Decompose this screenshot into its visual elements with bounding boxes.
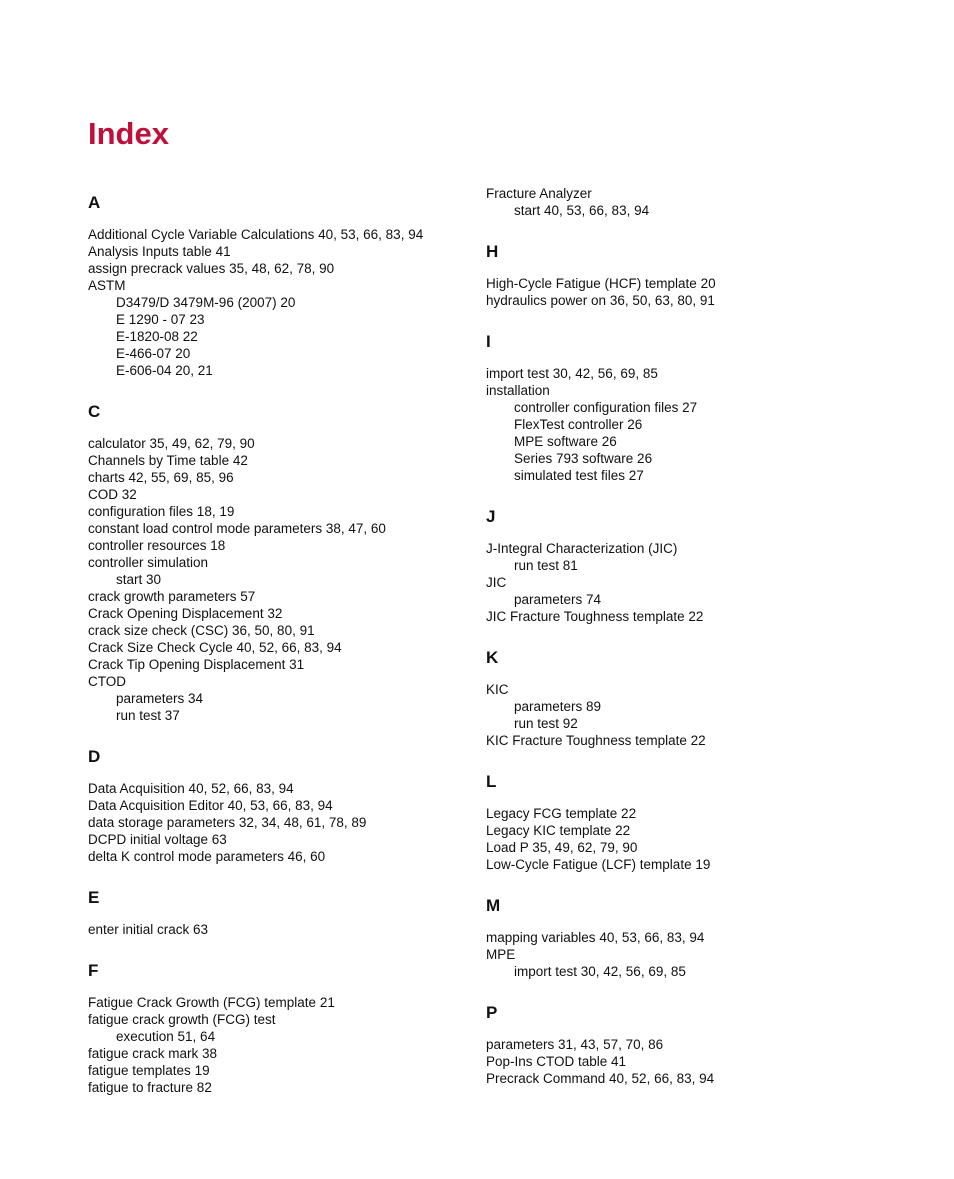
section-letter: J (486, 507, 496, 526)
index-entry: data storage parameters 32, 34, 48, 61, 78, 89 (88, 815, 367, 830)
index-entry: controller simulation (88, 555, 209, 570)
section-letter: E (88, 888, 100, 907)
index-subentry: run test 37 (116, 708, 180, 723)
section-letter: A (88, 193, 101, 212)
index-section-d (88, 747, 508, 865)
index-subentry: E 1290 - 07 23 (116, 312, 205, 327)
index-subentry: parameters 89 (514, 699, 602, 714)
index-entry: fatigue templates 19 (88, 1063, 210, 1078)
section-letter: D (88, 747, 101, 766)
index-entry: installation (486, 383, 550, 398)
index-subentry: parameters 74 (514, 592, 602, 607)
index-section-j (486, 507, 906, 625)
index-entry: Crack Tip Opening Displacement 31 (88, 657, 305, 672)
index-entry: Precrack Command 40, 52, 66, 83, 94 (486, 1071, 715, 1086)
index-entry: configuration files 18, 19 (88, 504, 235, 519)
index-section-i (486, 332, 906, 484)
section-letter: I (486, 332, 491, 351)
index-subentry: E-466-07 20 (116, 346, 191, 361)
index-subentry: run test 92 (514, 716, 578, 731)
index-entry: KIC (486, 682, 509, 697)
index-entry: Legacy KIC template 22 (486, 823, 631, 838)
index-entry: fatigue to fracture 82 (88, 1080, 212, 1095)
index-entry: calculator 35, 49, 62, 79, 90 (88, 436, 255, 451)
index-subentry: import test 30, 42, 56, 69, 85 (514, 964, 686, 979)
index-entry: charts 42, 55, 69, 85, 96 (88, 470, 234, 485)
section-letter: H (486, 242, 499, 261)
index-section-continued (486, 185, 906, 219)
index-subentry: execution 51, 64 (116, 1029, 216, 1044)
index-entry: Data Acquisition Editor 40, 53, 66, 83, 94 (88, 798, 333, 813)
index-entry: Data Acquisition 40, 52, 66, 83, 94 (88, 781, 294, 796)
index-section-e (88, 888, 508, 938)
index-entry: DCPD initial voltage 63 (88, 832, 227, 847)
index-section-m (486, 896, 906, 980)
index-entry: J-Integral Characterization (JIC) (486, 541, 678, 556)
index-subentry: E-1820-08 22 (116, 329, 198, 344)
index-entry: Analysis Inputs table 41 (88, 244, 231, 259)
index-entry: ASTM (88, 278, 126, 293)
index-entry: Pop-Ins CTOD table 41 (486, 1054, 627, 1069)
section-letter: K (486, 648, 499, 667)
index-section-l (486, 772, 906, 873)
section-letter: M (486, 896, 501, 915)
index-entry: hydraulics power on 36, 50, 63, 80, 91 (486, 293, 715, 308)
index-subentry: D3479/D 3479M-96 (2007) 20 (116, 295, 296, 310)
index-section-p (486, 1003, 906, 1087)
index-entry: Crack Opening Displacement 32 (88, 606, 283, 621)
index-subentry: parameters 34 (116, 691, 204, 706)
index-entry: crack size check (CSC) 36, 50, 80, 91 (88, 623, 315, 638)
index-entry: COD 32 (88, 487, 137, 502)
section-letter: L (486, 772, 497, 791)
index-section-f (88, 961, 508, 1096)
section-letter: P (486, 1003, 498, 1022)
index-entry: enter initial crack 63 (88, 922, 209, 937)
section-letter: C (88, 402, 101, 421)
index-subentry: E-606-04 20, 21 (116, 363, 213, 378)
index-entry: High-Cycle Fatigue (HCF) template 20 (486, 276, 716, 291)
index-subentry: Series 793 software 26 (514, 451, 653, 466)
index-section-k (486, 648, 906, 749)
index-column-right (486, 185, 906, 1087)
index-entry: Low-Cycle Fatigue (LCF) template 19 (486, 857, 711, 872)
index-entry: Load P 35, 49, 62, 79, 90 (486, 840, 638, 855)
index-subentry: start 30 (116, 572, 162, 587)
index-entry: fatigue crack growth (FCG) test (88, 1012, 276, 1027)
index-column-left (88, 185, 508, 1096)
index-subentry: simulated test files 27 (514, 468, 644, 483)
index-section-a (88, 193, 508, 379)
index-entry: KIC Fracture Toughness template 22 (486, 733, 706, 748)
index-entry: import test 30, 42, 56, 69, 85 (486, 366, 658, 381)
index-entry: MPE (486, 947, 516, 962)
index-entry: assign precrack values 35, 48, 62, 78, 90 (88, 261, 335, 276)
index-entry: Channels by Time table 42 (88, 453, 248, 468)
index-section-h (486, 242, 906, 309)
index-entry: constant load control mode parameters 38, 47, 60 (88, 521, 386, 536)
index-entry: Additional Cycle Variable Calculations 40, 53, 66, 83, 94 (88, 227, 424, 242)
index-subentry: controller configuration files 27 (514, 400, 698, 415)
index-entry: Fracture Analyzer (486, 186, 592, 201)
index-entry: Crack Size Check Cycle 40, 52, 66, 83, 94 (88, 640, 342, 655)
index-entry: Fatigue Crack Growth (FCG) template 21 (88, 995, 335, 1010)
section-letter: F (88, 961, 99, 980)
index-subentry: FlexTest controller 26 (514, 417, 643, 432)
index-entry: CTOD (88, 674, 127, 689)
index-entry: fatigue crack mark 38 (88, 1046, 218, 1061)
page-title: Index (88, 116, 169, 151)
index-subentry: start 40, 53, 66, 83, 94 (514, 203, 650, 218)
index-entry: mapping variables 40, 53, 66, 83, 94 (486, 930, 705, 945)
index-subentry: run test 81 (514, 558, 578, 573)
index-entry: JIC Fracture Toughness template 22 (486, 609, 704, 624)
index-entry: Legacy FCG template 22 (486, 806, 637, 821)
index-entry: parameters 31, 43, 57, 70, 86 (486, 1037, 664, 1052)
index-subentry: MPE software 26 (514, 434, 617, 449)
index-entry: JIC (486, 575, 507, 590)
index-entry: delta K control mode parameters 46, 60 (88, 849, 326, 864)
index-entry: controller resources 18 (88, 538, 226, 553)
index-entry: crack growth parameters 57 (88, 589, 256, 604)
index-section-c (88, 402, 508, 724)
